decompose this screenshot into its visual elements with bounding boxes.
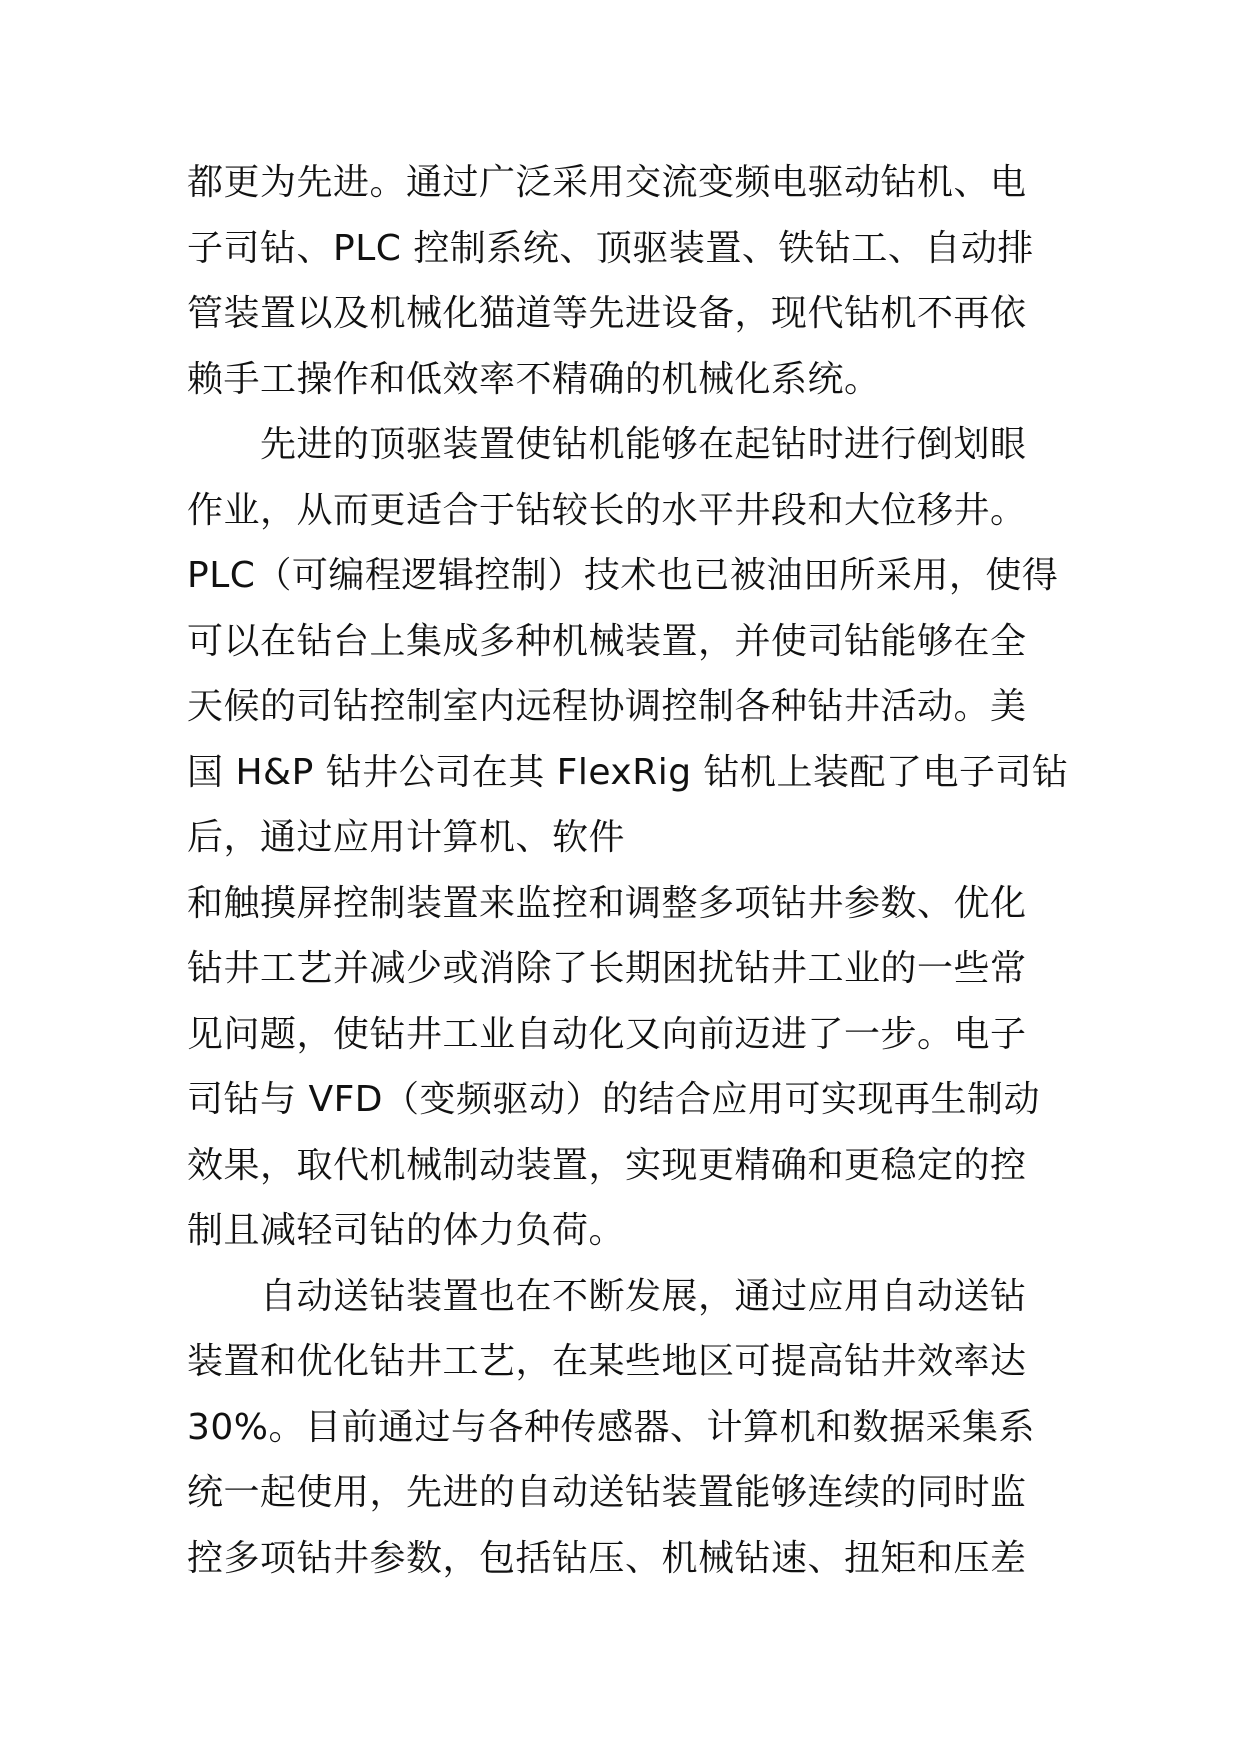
body-text: [187, 150, 1067, 1591]
text-line: 作业，从而更适合于钻较长的水平井段和大位移井。: [187, 489, 1027, 531]
text-line: 管装置以及机械化猫道等先进设备，现代钻机不再依: [187, 293, 1027, 334]
text-line: 天候的司钻控制室内远程协调控制各种钻井活动。美: [187, 686, 1027, 727]
text-line: 可以在钻台上集成多种机械装置，并使司钻能够在全: [187, 620, 1027, 662]
text-line: 后，通过应用计算机、软件: [187, 817, 626, 858]
text-line: 子司钻、PLC 控制系统、顶驱装置、铁钻工、自动排: [187, 227, 1034, 269]
text-line: 赖手工操作和低效率不精确的机械化系统。: [187, 358, 881, 400]
paragraph-first-line: 自动送钻装置也在不断发展，通过应用自动送钻: [260, 1275, 1027, 1317]
text-line: 钻井工艺并减少或消除了长期困扰钻井工业的一些常: [187, 948, 1027, 989]
text-line: PLC（可编程逻辑控制）技术也已被油田所采用，使得: [187, 555, 1059, 596]
text-line: 司钻与 VFD（变频驱动）的结合应用可实现再生制动: [187, 1079, 1040, 1120]
text-line: 统一起使用，先进的自动送钻装置能够连续的同时监: [187, 1472, 1027, 1513]
text-line: 国 H&P 钻井公司在其 FlexRig 钻机上装配了电子司钻: [187, 751, 1069, 793]
text-line: 控多项钻井参数，包括钻压、机械钻速、扭矩和压差: [187, 1537, 1027, 1579]
paragraph-first-line: 先进的顶驱装置使钻机能够在起钻时进行倒划眼: [260, 424, 1027, 465]
text-line: 30%。目前通过与各种传感器、计算机和数据采集系: [187, 1406, 1036, 1448]
text-line: 见问题，使钻井工业自动化又向前迈进了一步。电子: [187, 1013, 1027, 1055]
text-line: 都更为先进。通过广泛采用交流变频电驱动钻机、电: [187, 162, 1027, 203]
text-line: 和触摸屏控制装置来监控和调整多项钻井参数、优化: [187, 882, 1027, 924]
text-line: 制且减轻司钻的体力负荷。: [187, 1210, 626, 1251]
text-line: 效果，取代机械制动装置，实现更精确和更稳定的控: [187, 1144, 1027, 1186]
text-line: 装置和优化钻井工艺，在某些地区可提高钻井效率达: [187, 1341, 1027, 1382]
